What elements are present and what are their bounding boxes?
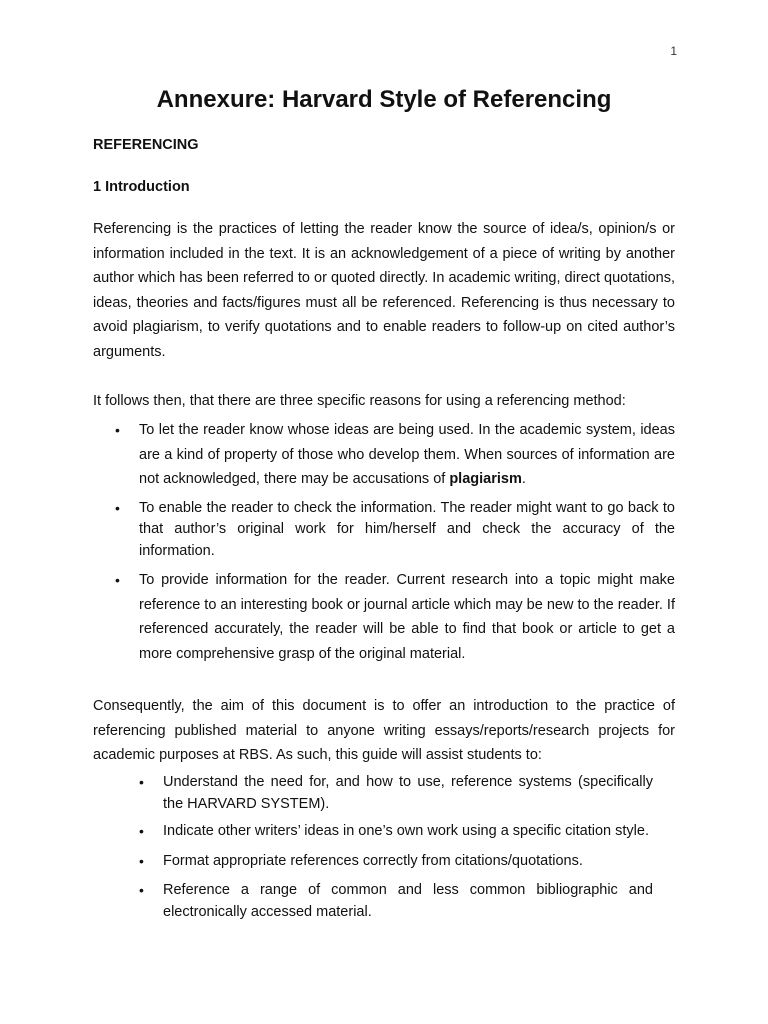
- document-title: Annexure: Harvard Style of Referencing: [156, 86, 612, 113]
- list-item: [139, 850, 653, 872]
- list-item: [115, 498, 675, 563]
- bullet-icon: •: [139, 853, 144, 869]
- aim-text: Understand the need for, and how to use, reference systems (specifically the HARVARD SYSTEM).: [163, 774, 653, 812]
- reasons-list: [115, 418, 675, 666]
- list-item: [115, 418, 675, 492]
- bullet-icon: •: [139, 823, 144, 839]
- paragraph-reasons-lead: It follows then, that there are three specific reasons for using a referencing method:: [93, 393, 626, 409]
- subsection-heading: 1 Introduction: [93, 179, 190, 195]
- bullet-icon: •: [115, 422, 120, 438]
- reason-text: To provide information for the reader. Current research into a topic might make reference to an interesting book or journal article which may be new to the reader. If referenced accurately, the reader will be able to find that book or article to get a more comprehensive grasp of the original material.: [139, 572, 675, 662]
- aims-list: [139, 771, 653, 930]
- list-item: [139, 879, 653, 923]
- paragraph-intro: Referencing is the practices of letting the reader know the source of idea/s, opinion/s or information included in the text. It is an acknowledgement of a piece of writing by another author which has been referred to or quoted directly. In academic writing, direct quotations, ideas, theories and facts/figures must all be referenced. Referencing is thus necessary to avoid plagiarism, to verify quotations and to enable readers to follow-up on cited author’s arguments.: [93, 221, 675, 360]
- reason-text: To enable the reader to check the information. The reader might want to go back to that author’s original work for him/herself and check the accuracy of the information.: [139, 499, 675, 559]
- aim-text: Indicate other writers’ ideas in one’s own work using a specific citation style.: [163, 823, 649, 839]
- reason-end: .: [521, 471, 526, 487]
- aim-text: Reference a range of common and less common bibliographic and electronically accessed material.: [163, 882, 653, 920]
- paragraph-aims-lead: Consequently, the aim of this document is to offer an introduction to the practice of referencing published material to anyone writing essays/reports/research projects for academic purposes at RBS. As such, this guide will assist students to:: [93, 698, 675, 763]
- aim-text: Format appropriate references correctly from citations/quotations.: [163, 853, 583, 869]
- reason-text: To let the reader know whose ideas are being used. In the academic system, ideas are a kind of property of those who develop them. When sources of information are not acknowledged, there may be accusations of: [139, 422, 675, 487]
- section-heading: REFERENCING: [93, 137, 199, 153]
- page-number: 1: [670, 44, 677, 58]
- list-item: [139, 822, 653, 840]
- bullet-icon: •: [115, 499, 120, 516]
- list-item: [115, 568, 675, 666]
- bullet-icon: •: [139, 774, 144, 790]
- list-item: [139, 771, 653, 815]
- bullet-icon: •: [139, 882, 144, 898]
- bullet-icon: •: [115, 572, 120, 588]
- plagiarism-term: plagiarism: [449, 471, 522, 487]
